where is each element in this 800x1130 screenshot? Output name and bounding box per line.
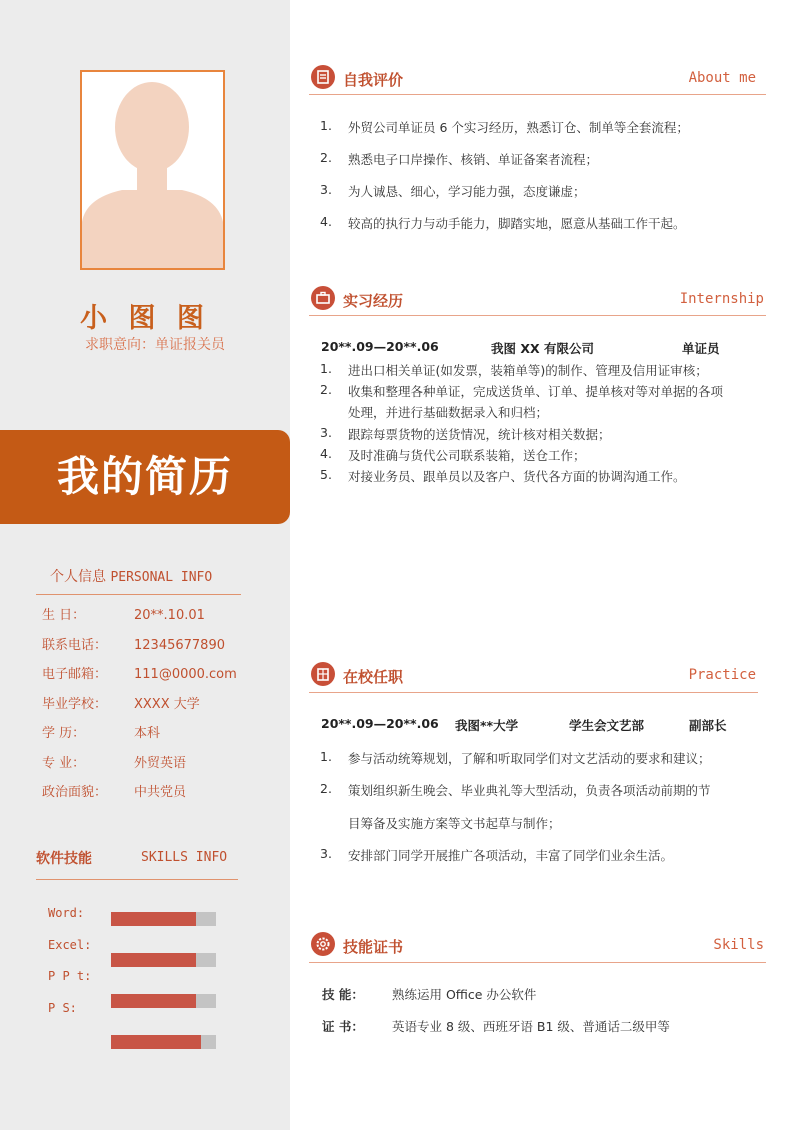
cert-key: 证 书： [322,1019,364,1034]
internship-title: 实习经历 [343,292,404,310]
gear-icon [311,932,335,956]
cert-row-certificate [322,1017,670,1035]
list-text: 参与活动统筹规划，了解和听取同学们对文艺活动的要求和建议； [348,751,711,766]
cert-value: 熟练运用 Office 办公软件 [392,987,537,1002]
info-row-email [42,663,237,682]
campus-title-en: Practice [688,667,756,683]
list-text: 为人诚恳、细心，学习能力强，态度谦虚； [348,184,586,199]
software-skills-title-en: SKILLS INFO [141,850,228,865]
list-text: 熟悉电子口岸操作、核销、单证备案者流程； [348,152,599,167]
info-value: 12345677890 [134,638,225,653]
skill-bar-word [111,912,216,926]
list-num: 3. [320,425,332,440]
certs-divider [309,962,766,963]
personal-info-title: 个人信息 [50,569,106,585]
personal-info-title-en: PERSONAL INFO [110,570,213,585]
list-text: 安排部门同学开展推广各项活动，丰富了同学们业余生活。 [348,848,674,863]
skill-bar-fill [111,1035,201,1049]
info-value: 111@0000.com [134,667,237,682]
info-row-political [42,781,186,800]
software-skills-heading-en [141,849,227,865]
personal-info-divider [36,594,241,595]
list-num: 3. [320,182,332,197]
info-label: 政治面貌： [42,785,108,800]
list-text: 外贸公司单证员 6 个实习经历，熟悉订仓、制单等全套流程； [348,120,689,135]
list-num: 3. [320,846,332,861]
info-label: 专 业： [42,756,86,771]
info-row-education [42,722,160,741]
about-divider [309,94,766,95]
list-text: 目筹备及实施方案等文书起草与制作； [348,816,561,831]
skill-bar-fill [111,994,196,1008]
certs-title: 技能证书 [343,938,404,956]
list-text: 对接业务员、跟单员以及客户、货代各方面的协调沟通工作。 [348,469,686,484]
building-icon [311,662,335,686]
list-num: 4. [320,446,332,461]
campus-role: 副部长 [689,718,727,733]
list-text: 收集和整理各种单证，完成送货单、订单、提单核对等对单据的各项 [348,384,724,399]
internship-period: 20**.09—20**.06 [321,339,439,354]
cert-key: 技 能： [322,987,364,1002]
campus-school: 我图**大学 [455,718,519,733]
info-label: 联系电话： [42,638,108,653]
skill-label-ps: P S: [48,1001,77,1015]
skill-bar-ps [111,1035,216,1049]
list-num: 1. [320,749,332,764]
info-value: 本科 [134,726,161,741]
campus-divider [309,692,758,693]
info-label: 生 日： [42,608,86,623]
certs-title-en: Skills [713,937,764,953]
campus-period: 20**.09—20**.06 [321,716,439,731]
internship-role: 单证员 [682,341,720,356]
info-value: 中共党员 [134,785,187,800]
campus-title: 在校任职 [343,668,404,686]
skill-bar-excel [111,953,216,967]
internship-divider [309,315,766,316]
skill-label-excel: Excel: [48,938,92,952]
skill-bar-ppt [111,994,216,1008]
briefcase-icon [311,286,335,310]
list-num: 5. [320,467,332,482]
skill-label-ppt: P P t: [48,969,92,983]
info-row-major [42,752,186,771]
info-row-school [42,693,200,712]
about-title-en: About me [688,70,756,86]
info-value: XXXX 大学 [134,697,200,712]
info-label: 电子邮箱： [42,667,108,682]
sidebar [0,0,290,1130]
skill-label-word: Word: [48,906,85,920]
info-label: 学 历： [42,726,86,741]
candidate-name: 小 图 图 [80,303,210,334]
internship-company: 我图 XX 有限公司 [491,341,594,356]
list-num: 1. [320,118,332,133]
cert-value: 英语专业 8 级、西班牙语 B1 级、普通话二级甲等 [392,1019,670,1034]
list-num: 2. [320,150,332,165]
resume-banner [0,430,290,524]
campus-org: 学生会文艺部 [569,718,645,733]
list-num: 2. [320,382,332,397]
list-text: 较高的执行力与动手能力，脚踏实地，愿意从基础工作干起。 [348,216,686,231]
list-text: 跟踪每票货物的送货情况，统计核对相关数据； [348,427,611,442]
personal-info-heading [50,566,212,586]
list-text: 处理，并进行基础数据录入和归档； [348,405,549,420]
info-value: 外贸英语 [134,756,187,771]
software-skills-divider [36,879,238,880]
list-text: 策划组织新生晚会、毕业典礼等大型活动，负责各项活动前期的节 [348,783,711,798]
info-row-phone [42,634,225,653]
profile-photo [80,70,225,270]
about-title: 自我评价 [343,71,404,89]
software-skills-heading [36,848,92,868]
skill-bar-fill [111,953,196,967]
info-label: 毕业学校： [42,697,108,712]
cert-row-skill [322,985,536,1003]
document-icon [311,65,335,89]
list-num: 4. [320,214,332,229]
software-skills-title: 软件技能 [36,851,92,867]
list-num: 1. [320,361,332,376]
resume-banner-title: 我的简历 [56,452,233,501]
list-text: 进出口相关单证(如发票，装箱单等)的制作、管理及信用证审核； [348,363,708,378]
list-num: 2. [320,781,332,796]
list-text: 及时准确与货代公司联系装箱，送仓工作； [348,448,586,463]
internship-title-en: Internship [679,291,764,307]
skill-bar-fill [111,912,196,926]
job-objective: 求职意向：单证报关员 [85,337,225,353]
info-row-birthday [42,604,205,623]
info-value: 20**.10.01 [134,608,205,623]
